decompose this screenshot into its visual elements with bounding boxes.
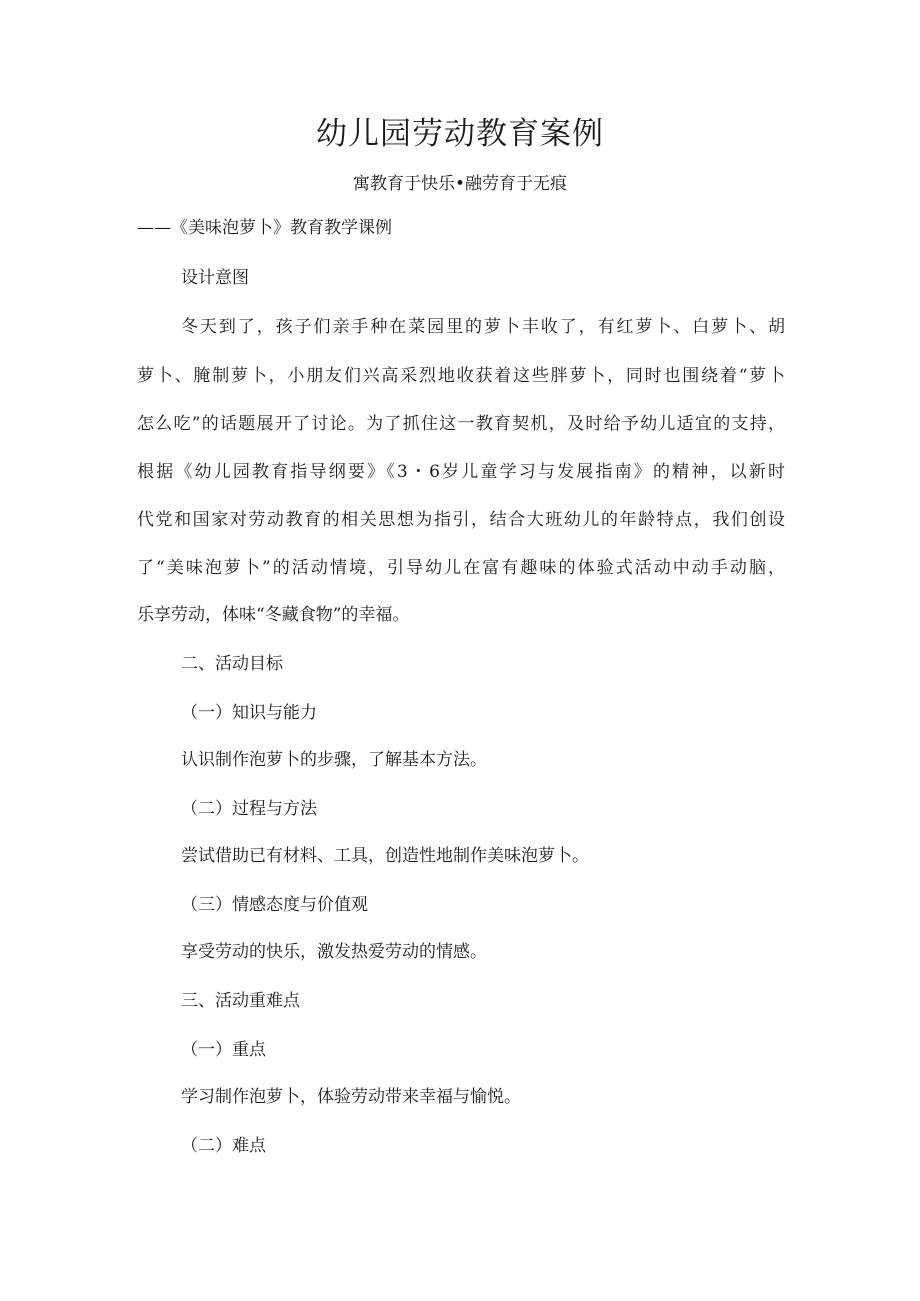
- intro-paragraph-line: 根据《幼儿园教育指导纲要》《3・6岁儿童学习与发展指南》的精神，以新时: [137, 462, 785, 482]
- document-subtitle: 寓教育于快乐•融劳育于无痕: [352, 174, 568, 194]
- intro-paragraph-line: 代党和国家对劳动教育的相关思想为指引，结合大班幼儿的年龄特点，我们创设: [137, 510, 785, 530]
- section-heading-key-points: 三、活动重难点: [181, 991, 300, 1011]
- key-point-text: 学习制作泡萝卜，体验劳动带来幸福与愉悦。: [181, 1087, 521, 1107]
- intro-paragraph-line: 萝卜、腌制萝卜，小朋友们兴高采烈地收获着这些胖萝卜，同时也围绕着“萝卜: [137, 366, 785, 386]
- intro-paragraph-line: 乐享劳动，体味“冬藏食物”的幸福。: [137, 605, 410, 625]
- section-heading-design-intent: 设计意图: [181, 268, 249, 288]
- goal-heading-knowledge: （一）知识与能力: [181, 703, 317, 723]
- goal-heading-emotion: （三）情感态度与价值观: [181, 895, 368, 915]
- goal-text-knowledge: 认识制作泡萝卜的步骤，了解基本方法。: [181, 750, 487, 770]
- document-title: 幼儿园劳动教育案例: [316, 116, 604, 152]
- intro-paragraph-line: 冬天到了，孩子们亲手种在菜园里的萝卜丰收了，有红萝卜、白萝卜、胡: [181, 317, 785, 337]
- difficulty-heading: （二）难点: [181, 1136, 266, 1156]
- course-line: ——《美味泡萝卜》教育教学课例: [137, 218, 392, 238]
- goal-heading-process: （二）过程与方法: [181, 799, 317, 819]
- goal-text-process: 尝试借助已有材料、工具，创造性地制作美味泡萝卜。: [181, 846, 589, 866]
- key-point-heading: （一）重点: [181, 1040, 266, 1060]
- intro-paragraph-line: 了“美味泡萝卜”的活动情境，引导幼儿在富有趣味的体验式活动中动手动脑，: [137, 558, 785, 578]
- goal-text-emotion: 享受劳动的快乐，激发热爱劳动的情感。: [181, 942, 487, 962]
- section-heading-goals: 二、活动目标: [181, 654, 283, 674]
- intro-paragraph-line: 怎么吃”的话题展开了讨论。为了抓住这一教育契机，及时给予幼儿适宜的支持，: [137, 414, 785, 434]
